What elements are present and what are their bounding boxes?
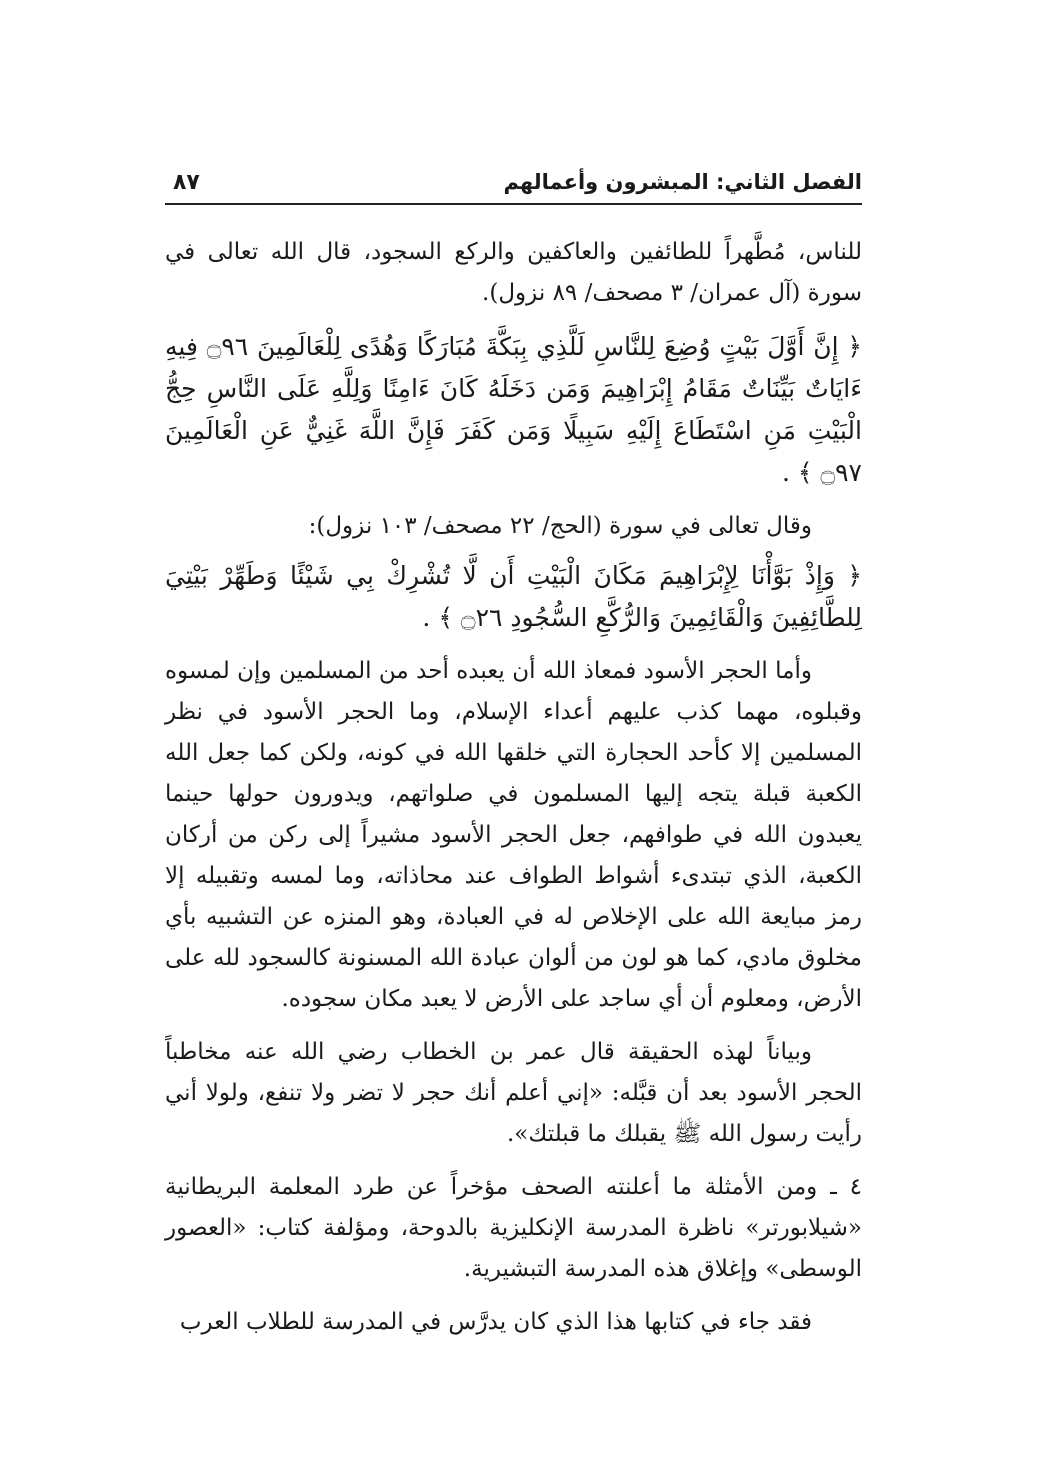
page-body bbox=[165, 232, 862, 1355]
page-number: ٨٧ bbox=[173, 170, 200, 195]
paragraph-1: للناس، مُطَّهراً للطائفين والعاكفين والركع السجود، قال الله تعالى في سورة (آل عمران/ ٣ مصحف/ ٨٩ نزول). bbox=[165, 239, 862, 306]
quran-verse-1: ﴿ إِنَّ أَوَّلَ بَيْتٍ وُضِعَ لِلنَّاسِ لَلَّذِي بِبَكَّةَ مُبَارَكًا وَهُدًى لِلْعَالَمِينَ ۝٩٦ فِيهِ ءَايَاتٌ بَيِّنَاتٌ مَقَامُ إِبْرَاهِيمَ وَمَن دَخَلَهُ كَانَ ءَامِنًا وَلِلَّهِ عَلَى النَّاسِ حِجُّ الْبَيْتِ مَنِ اسْتَطَاعَ إِلَيْهِ سَبِيلًا وَمَن كَفَرَ فَإِنَّ اللَّهَ غَنِيٌّ عَنِ الْعَالَمِينَ ۝٩٧ ﴾ . bbox=[165, 332, 862, 487]
quran-verse-2: ﴿ وَإِذْ بَوَّأْنَا لِإِبْرَاهِيمَ مَكَانَ الْبَيْتِ أَن لَّا تُشْرِكْ بِي شَيْئًا وَطَهِّرْ بَيْتِيَ لِلطَّائِفِينَ وَالْقَائِمِينَ وَالرُّكَّعِ السُّجُودِ ۝٢٦ ﴾ . bbox=[165, 561, 862, 632]
header-rule bbox=[165, 203, 862, 205]
running-title: الفصل الثاني: المبشرون وأعمالهم bbox=[503, 170, 862, 194]
paragraph-4: وبياناً لهذه الحقيقة قال عمر بن الخطاب رضي الله عنه مخاطباً الحجر الأسود بعد أن قبَّله: «إني أعلم أنك حجر لا تضر ولا تنفع، ولولا أني رأيت رسول الله ﷺ يقبلك ما قبلتك». bbox=[165, 1039, 862, 1147]
paragraph-3: وأما الحجر الأسود فمعاذ الله أن يعبده أحد من المسلمين وإن لمسوه وقبلوه، مهما كذب عليهم أعداء الإسلام، وما الحجر الأسود في نظر المسلمين إلا كأحد الحجارة التي خلقها الله في كونه، ولكن كما جعل الله الكعبة قبلة يتجه إليها المسلمون في صلواتهم، ويدورون حولها حينما يعبدون الله في طوافهم، جعل الحجر الأسود مشيراً إلى ركن من أركان الكعبة، الذي تبتدىء أشواط الطواف عند محاذاته، وما لمسه وتقبيله إلا رمز مبايعة الله على الإخلاص له في العبادة، وهو المنزه عن التشبيه بأي مخلوق مادي، كما هو لون من ألوان عبادة الله المسنونة كالسجود لله على الأرض، ومعلوم أن أي ساجد على الأرض لا يعبد مكان سجوده. bbox=[165, 658, 862, 1012]
paragraph-2: وقال تعالى في سورة (الحج/ ٢٢ مصحف/ ١٠٣ نزول): bbox=[308, 513, 812, 539]
paragraph-6: فقد جاء في كتابها هذا الذي كان يدرَّس في المدرسة للطلاب العرب bbox=[179, 1309, 812, 1335]
numbered-item-4: ٤ ـ ومن الأمثلة ما أعلنته الصحف مؤخراً عن طرد المعلمة البريطانية «شيلابورتر» ناظرة المدرسة الإنكليزية بالدوحة، ومؤلفة كتاب: «العصور الوسطى» وإغلاق هذه المدرسة التبشيرية. bbox=[165, 1174, 862, 1282]
page-header bbox=[165, 168, 862, 208]
